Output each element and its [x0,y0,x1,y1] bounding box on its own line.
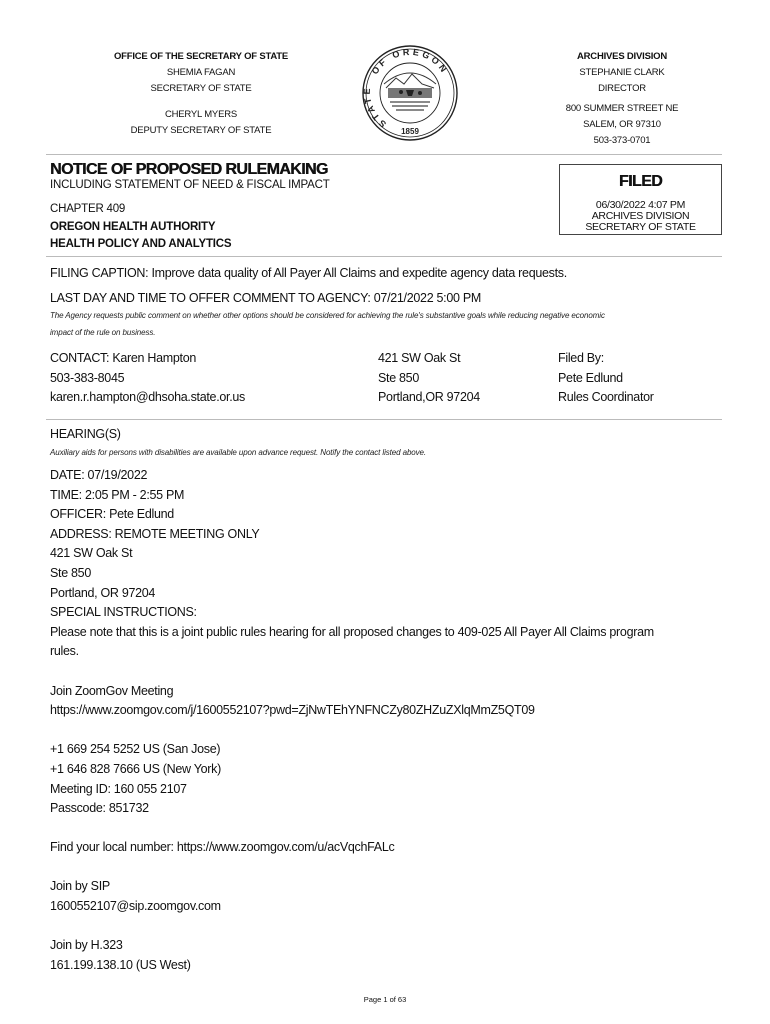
svg-text:OF OREGON [370,47,451,76]
hearing-line: 161.199.138.10 (US West) [50,957,191,972]
seal-emblem [384,73,436,110]
address-line-1: 800 SUMMER STREET NE [565,103,679,114]
hearing-line[interactable]: 1600552107@sip.zoomgov.com [50,899,221,914]
hearings-note: Auxiliary aids for persons with disabilities are available upon advance request. Notify the contact listed above. [50,448,427,457]
hearing-line: ADDRESS: REMOTE MEETING ONLY [50,526,260,541]
hearing-line: +1 646 828 7666 US (New York) [50,761,221,776]
hearing-line: Meeting ID: 160 055 2107 [50,781,187,796]
last-day-comment: LAST DAY AND TIME TO OFFER COMMENT TO AGENCY: 07/21/2022 5:00 PM [50,291,481,305]
seal-year: 1859 [401,127,419,136]
contact-email[interactable]: karen.r.hampton@dhsoha.state.or.us [50,390,245,405]
filed-by-label: Filed By: [558,351,604,365]
agency-division: HEALTH POLICY AND ANALYTICS [50,238,232,250]
header-left [90,49,312,139]
hearing-line: DATE: 07/19/2022 [50,468,148,482]
hearing-details [50,466,654,975]
hearing-line: SPECIAL INSTRUCTIONS: [50,605,197,620]
hearing-line: Passcode: 851732 [50,801,149,816]
division-name: ARCHIVES DIVISION [576,51,668,62]
director-name: STEPHANIE CLARK [579,67,665,78]
hearing-line [50,917,654,937]
divider [46,419,722,420]
notice-title: NOTICE OF PROPOSED RULEMAKING [50,161,328,178]
divider [46,154,722,155]
office-name: OFFICE OF THE SECRETARY OF STATE [113,51,289,62]
contact-info [50,349,245,408]
filed-by-role: Rules Coordinator [558,390,654,405]
filed-by [558,349,654,408]
hearing-line: Join by H.323 [50,938,123,953]
hearing-line[interactable]: https://www.zoomgov.com/j/1600552107?pwd=ZjNwTEhYNFNCZy80ZHZuZXlqMmZ5QT09 [50,703,535,718]
hearing-line [50,819,654,839]
hearing-line[interactable]: Find your local number: https://www.zoomgov.com/u/acVqchFALc [50,840,395,855]
address-line-2: SALEM, OR 97310 [583,119,661,130]
hearings-heading: HEARING(S) [50,427,121,441]
hearing-line: Portland, OR 97204 [50,585,156,600]
header-right [522,49,722,149]
filed-stamp [559,164,722,235]
contact-phone: 503-383-8045 [50,370,125,385]
contact-address [378,349,480,408]
director-title: DIRECTOR [598,83,646,94]
hearing-line [50,721,654,741]
note-line: The Agency requests public comment on whether other options should be considered for achieving the rule's substantive goals while reducing negative economic [50,311,605,320]
hearing-line [50,662,654,682]
filing-caption: FILING CAPTION: Improve data quality of All Payer All Claims and expedite agency data requests. [50,266,567,280]
hearing-line: Ste 850 [50,565,91,580]
hearing-line: Please note that this is a joint public rules hearing for all proposed changes to 409-025 All Payer All Claims program [50,624,654,639]
contact-name: CONTACT: Karen Hampton [50,351,196,365]
hearing-line: OFFICER: Pete Edlund [50,507,174,522]
hearing-line: rules. [50,644,79,659]
filed-by-name: Pete Edlund [558,370,623,385]
phone-number: 503-373-0701 [593,135,651,146]
filed-archives: ARCHIVES DIVISION [591,210,690,222]
deputy-name: CHERYL MYERS [164,109,238,120]
hearing-line: TIME: 2:05 PM - 2:55 PM [50,487,185,502]
address-street: 421 SW Oak St [378,351,461,365]
address-suite: Ste 850 [378,370,419,385]
seal-left-text: STATE [361,85,389,130]
filed-secretary: SECRETARY OF STATE [585,221,696,233]
hearing-line [50,858,654,878]
chapter: CHAPTER 409 [50,203,126,215]
secretary-name: SHEMIA FAGAN [166,67,236,78]
filed-label: FILED [618,173,663,190]
secretary-title: SECRETARY OF STATE [150,83,252,94]
oregon-seal [356,44,464,142]
agency-name: OREGON HEALTH AUTHORITY [50,221,216,233]
hearing-line: Join by SIP [50,879,110,894]
filed-datetime: 06/30/2022 4:07 PM [595,199,686,211]
address-city: Portland,OR 97204 [378,390,480,405]
hearing-line: +1 669 254 5252 US (San Jose) [50,742,221,757]
deputy-title: DEPUTY SECRETARY OF STATE [130,125,272,136]
divider [46,256,722,257]
hearing-line: 421 SW Oak St [50,546,133,561]
note-line: impact of the rule on business. [50,328,156,337]
notice-subtitle: INCLUDING STATEMENT OF NEED & FISCAL IMPACT [50,179,330,191]
agency-request-note [50,307,605,341]
seal-top-text: OF OREGON [369,46,451,77]
hearing-line: Join ZoomGov Meeting [50,683,174,698]
page-number: Page 1 of 63 [363,995,407,1004]
